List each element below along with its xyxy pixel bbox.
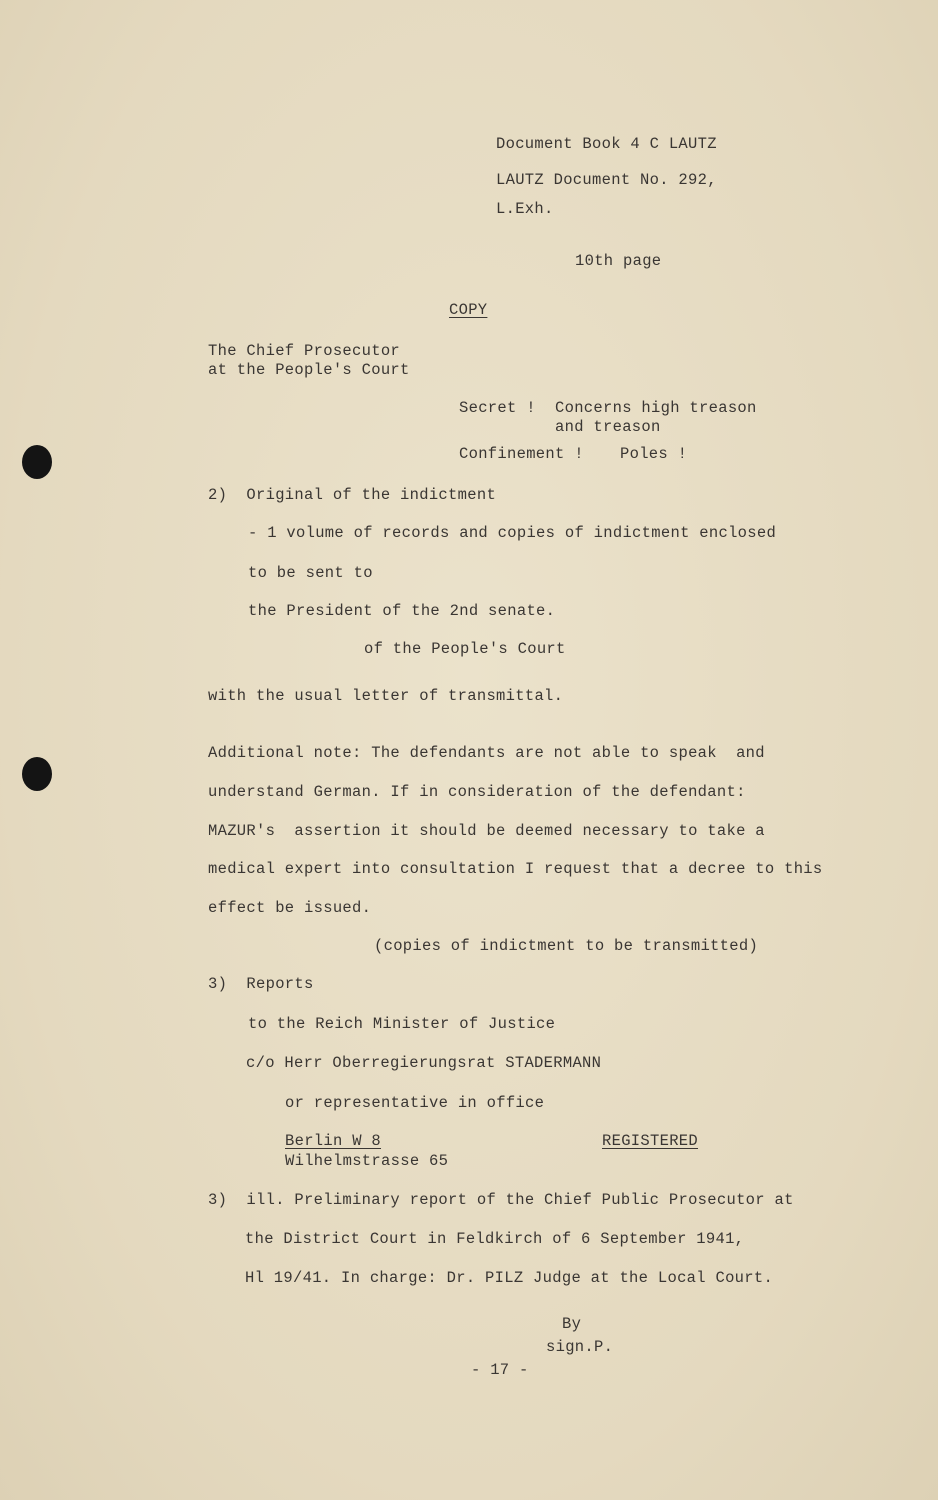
confinement-mark: Confinement ! [459,445,584,463]
doc-book-line: Document Book 4 C LAUTZ [496,135,717,153]
note-line: Additional note: The defendants are not able to speak and [208,744,765,762]
by-label: By [562,1315,582,1333]
punch-hole [22,445,52,479]
punch-hole [22,757,52,791]
item-2-line: with the usual letter of transmittal. [208,687,564,705]
exhibit-line: L.Exh. [496,200,554,218]
item-3b-line: 3) ill. Preliminary report of the Chief Public Prosecutor at [208,1191,794,1209]
item-3-line: to the Reich Minister of Justice [248,1015,556,1033]
note-line: MAZUR's assertion it should be deemed necessary to take a [208,822,765,840]
item-3-line: c/o Herr Oberregierungsrat STADERMANN [246,1054,602,1072]
page-number: - 17 - [471,1361,529,1379]
note-line: (copies of indictment to be transmitted) [374,937,759,955]
item-3b-line: the District Court in Feldkirch of 6 September 1941, [245,1230,745,1248]
signature-line: sign.P. [546,1338,614,1356]
doc-number-line: LAUTZ Document No. 292, [496,171,717,189]
sender-line: The Chief Prosecutor [208,342,401,360]
sender-line: at the People's Court [208,361,410,379]
item-3-heading: 3) Reports [208,975,314,993]
note-line: understand German. If in consideration of the defendant: [208,783,746,801]
treason-line: and treason [555,418,661,436]
item-2-line: of the People's Court [364,640,566,658]
item-2-line: the President of the 2nd senate. [248,602,556,620]
note-line: medical expert into consultation I request that a decree to this [208,860,823,878]
item-2-heading: 2) Original of the indictment [208,486,497,504]
item-2-line: to be sent to [248,564,373,582]
item-3b-line: Hl 19/41. In charge: Dr. PILZ Judge at the Local Court. [245,1269,774,1287]
address-street: Wilhelmstrasse 65 [285,1152,449,1170]
address-city: Berlin W 8 [285,1132,382,1150]
secret-mark: Secret ! [459,399,536,417]
registered-mark: REGISTERED [602,1132,699,1150]
treason-line: Concerns high treason [555,399,757,417]
page-reference: 10th page [575,252,662,270]
item-2-line: - 1 volume of records and copies of indictment enclosed [248,524,777,542]
poles-mark: Poles ! [620,445,688,463]
item-3-line: or representative in office [285,1094,545,1112]
note-line: effect be issued. [208,899,372,917]
copy-label: COPY [449,301,488,319]
